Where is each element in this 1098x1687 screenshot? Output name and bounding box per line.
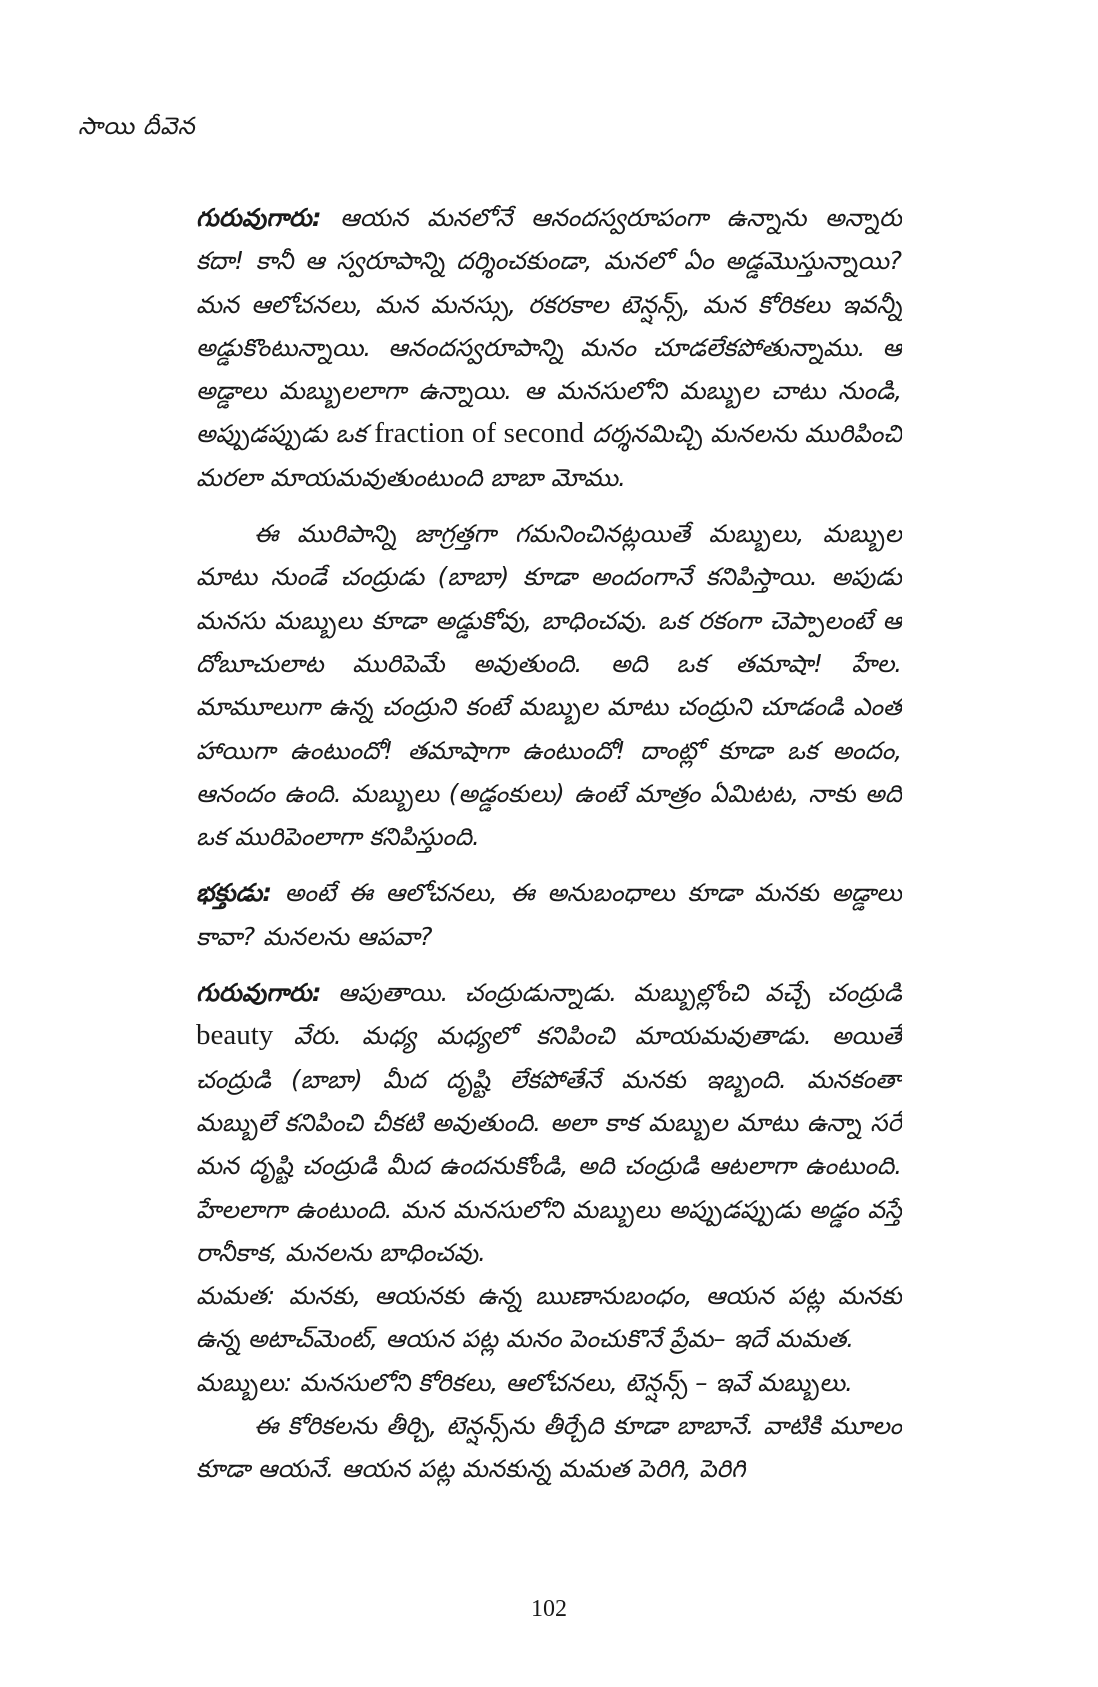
page-body [196, 196, 902, 1576]
speaker-label: భక్తుడు: [196, 878, 273, 908]
paragraph-text: అంటే ఈ ఆలోచనలు, ఈ అనుబంధాలు కూడా మనకు అడ్డాలు కావా? మనలను ఆపవా? [196, 878, 902, 951]
paragraph-text: దర్శనమిచ్చి మనలను మురిపించి మరలా మాయమవుతుంటుంది బాబా మోము. [196, 419, 902, 492]
paragraph-guru-2 [196, 971, 902, 1274]
paragraph-text: వేరు. మధ్య మధ్యలో కనిపించి మాయమవుతాడు. అయితే చంద్రుడి (బాబా) మీద దృష్టి లేకపోతేనే మనకు ఇబ్బంది. మనకంతా మబ్బులే కనిపించి చీకటి అవుతుంది. అలా కాక మబ్బుల మాటు ఉన్నా సరే మన దృష్టి చంద్రుడి మీద ఉందనుకోండి, అది చంద్రుడి ఆటలాగా ఉంటుంది. హేలలాగా ఉంటుంది. మన మనసులోని మబ్బులు అప్పుడప్పుడు అడ్డం వస్తే రానీకాక, మనలను బాధించవు. [196, 1021, 902, 1267]
running-title: సాయి దీవెన [78, 112, 196, 140]
paragraph-text: ఆపుతాయి. చంద్రుడున్నాడు. మబ్బుల్లోంచి వచ్చే చంద్రుడి [321, 978, 902, 1008]
speaker-label: గురువుగారు: [196, 203, 322, 232]
page-number: 102 [531, 1596, 567, 1622]
definition-mabbulu: మబ్బులు: మనసులోని కోరికలు, ఆలోచనలు, టెన్షన్స్ – ఇవే మబ్బులు. [196, 1367, 853, 1397]
paragraph-devotee [196, 871, 902, 958]
paragraph-guru-1 [196, 196, 902, 499]
paragraph-moon-clouds: ఈ మురిపాన్ని జాగ్రత్తగా గమనించినట్లయితే మబ్బులు, మబ్బుల మాటు నుండే చంద్రుడు (బాబా) కూడా అందంగానే కనిపిస్తాయి. అపుడు మనసు మబ్బులు కూడా అడ్డుకోవు, బాధించవు. ఒక రకంగా చెప్పాలంటే ఆ దోబూచులాట మురిపెమే అవుతుంది. అది ఒక తమాషా! హేల. మామూలుగా ఉన్న చంద్రుని కంటే మబ్బుల మాటు చంద్రుని చూడండి ఎంత హాయిగా ఉంటుందో! తమాషాగా ఉంటుందో! దాంట్లో కూడా ఒక అందం, ఆనందం ఉంది. మబ్బులు (అడ్డంకులు) ఉంటే మాత్రం ఏమిటట, నాకు అది ఒక మురిపెంలాగా కనిపిస్తుంది. [196, 519, 902, 852]
english-word: beauty [196, 1019, 274, 1052]
paragraph-closing: ఈ కోరికలను తీర్చి, టెన్షన్స్‌ను తీర్చేది కూడా బాబానే. వాటికి మూలం కూడా ఆయనే. ఆయన పట్ల మనకున్న మమత పెరిగి, పెరిగి [196, 1411, 902, 1484]
speaker-label: గురువుగారు: [196, 978, 322, 1008]
definition-mamata: మమత: మనకు, ఆయనకు ఉన్న ఋణానుబంధం, ఆయన పట్ల మనకు ఉన్న అటాచ్‌మెంట్, ఆయన పట్ల మనం పెంచుకొనే ప్రేమ– ఇదే మమత. [196, 1281, 902, 1354]
english-phrase: fraction of second [374, 417, 585, 450]
paragraph-text: ఆయన మనలోనే ఆనందస్వరూపంగా ఉన్నాను అన్నారు కదా! కానీ ఆ స్వరూపాన్ని దర్శించకుండా, మనలో ఏం అడ్డమొస్తున్నాయి? మన ఆలోచనలు, మన మనస్సు, రకరకాల టెన్షన్స్, మన కోరికలు ఇవన్నీ అడ్డుకొంటున్నాయి. ఆనందస్వరూపాన్ని మనం చూడలేకపోతున్నాము. ఆ అడ్డాలు మబ్బులలాగా ఉన్నాయి. ఆ మనసులోని మబ్బుల చాటు నుండి, అప్పుడప్పుడు ఒక [196, 203, 902, 449]
